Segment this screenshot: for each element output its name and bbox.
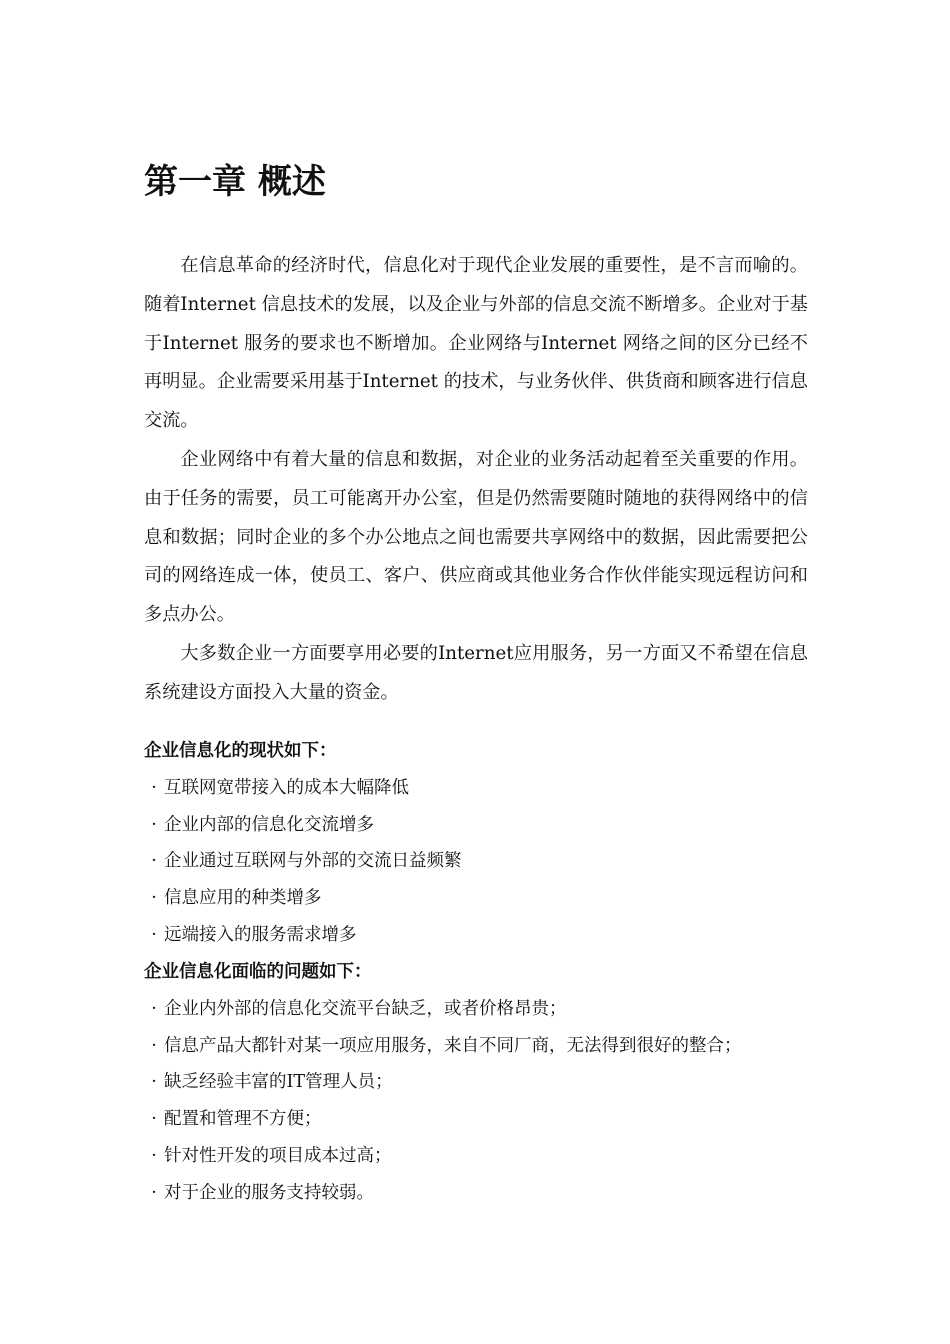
intro-body (144, 247, 808, 713)
list-item-text: 远端接入的服务需求增多 (164, 924, 357, 945)
list-item-text: 互联网宽带接入的成本大幅降低 (164, 777, 409, 798)
problems-section (144, 954, 808, 1212)
intro-paragraph-1: 在信息革命的经济时代，信息化对于现代企业发展的重要性，是不言而喻的。随着Internet 信息技术的发展，以及企业与外部的信息交流不断增多。企业对于基于Internet 服务的要求也不断增加。企业网络与Internet 网络之间的区分已经不再明显。企业需要采用基于Internet 的技术，与业务伙伴、供货商和顾客进行信息交流。 (144, 255, 808, 432)
intro-paragraph-3: 大多数企业一方面要享用必要的Internet应用服务，另一方面又不希望在信息系统建设方面投入大量的资金。 (144, 642, 808, 703)
document-page (144, 0, 808, 1344)
bullet-icon: · (151, 777, 157, 798)
bullet-icon: · (151, 1109, 157, 1130)
list-item-text: 企业内部的信息化交流增多 (164, 814, 374, 835)
problems-list (144, 991, 808, 1212)
bullet-icon: · (151, 998, 157, 1019)
bullet-icon: · (151, 924, 157, 945)
bullet-icon: · (151, 1072, 157, 1093)
list-item (144, 807, 808, 844)
chapter-title: 第一章 概述 (144, 162, 326, 202)
status-list (144, 770, 808, 954)
list-item-text: 企业内外部的信息化交流平台缺乏，或者价格昂贵； (164, 998, 567, 1019)
bullet-icon: · (151, 851, 157, 872)
bullet-icon: · (151, 1035, 157, 1056)
list-item (144, 843, 808, 880)
list-item (144, 1175, 808, 1212)
list-item (144, 880, 808, 917)
list-item-text: 企业通过互联网与外部的交流日益频繁 (164, 851, 462, 872)
list-item (144, 1064, 808, 1101)
status-section (144, 733, 808, 954)
bullet-icon: · (151, 1145, 157, 1166)
list-item (144, 1028, 808, 1065)
list-item-text: 对于企业的服务支持较弱。 (164, 1182, 374, 1203)
bullet-icon: · (151, 814, 157, 835)
list-item-text: 配置和管理不方便； (164, 1109, 322, 1130)
list-item (144, 770, 808, 807)
list-item (144, 1138, 808, 1175)
problems-heading: 企业信息化面临的问题如下： (144, 962, 372, 982)
list-item-text: 信息产品大都针对某一项应用服务，来自不同厂商，无法得到很好的整合； (164, 1035, 742, 1056)
list-item (144, 991, 808, 1028)
intro-paragraph-2: 企业网络中有着大量的信息和数据，对企业的业务活动起着至关重要的作用。由于任务的需要，员工可能离开办公室，但是仍然需要随时随地的获得网络中的信息和数据；同时企业的多个办公地点之间也需要共享网络中的数据，因此需要把公司的网络连成一体，使员工、客户、供应商或其他业务合作伙伴能实现远程访问和多点办公。 (144, 448, 808, 626)
bullet-icon: · (151, 888, 157, 909)
list-item-text: 针对性开发的项目成本过高； (164, 1145, 392, 1166)
list-item (144, 1101, 808, 1138)
list-item-text: 信息应用的种类增多 (164, 888, 322, 909)
bullet-icon: · (151, 1182, 157, 1203)
list-item (144, 917, 808, 954)
status-heading: 企业信息化的现状如下： (144, 741, 337, 761)
list-item-text: 缺乏经验丰富的IT管理人员； (164, 1072, 393, 1093)
